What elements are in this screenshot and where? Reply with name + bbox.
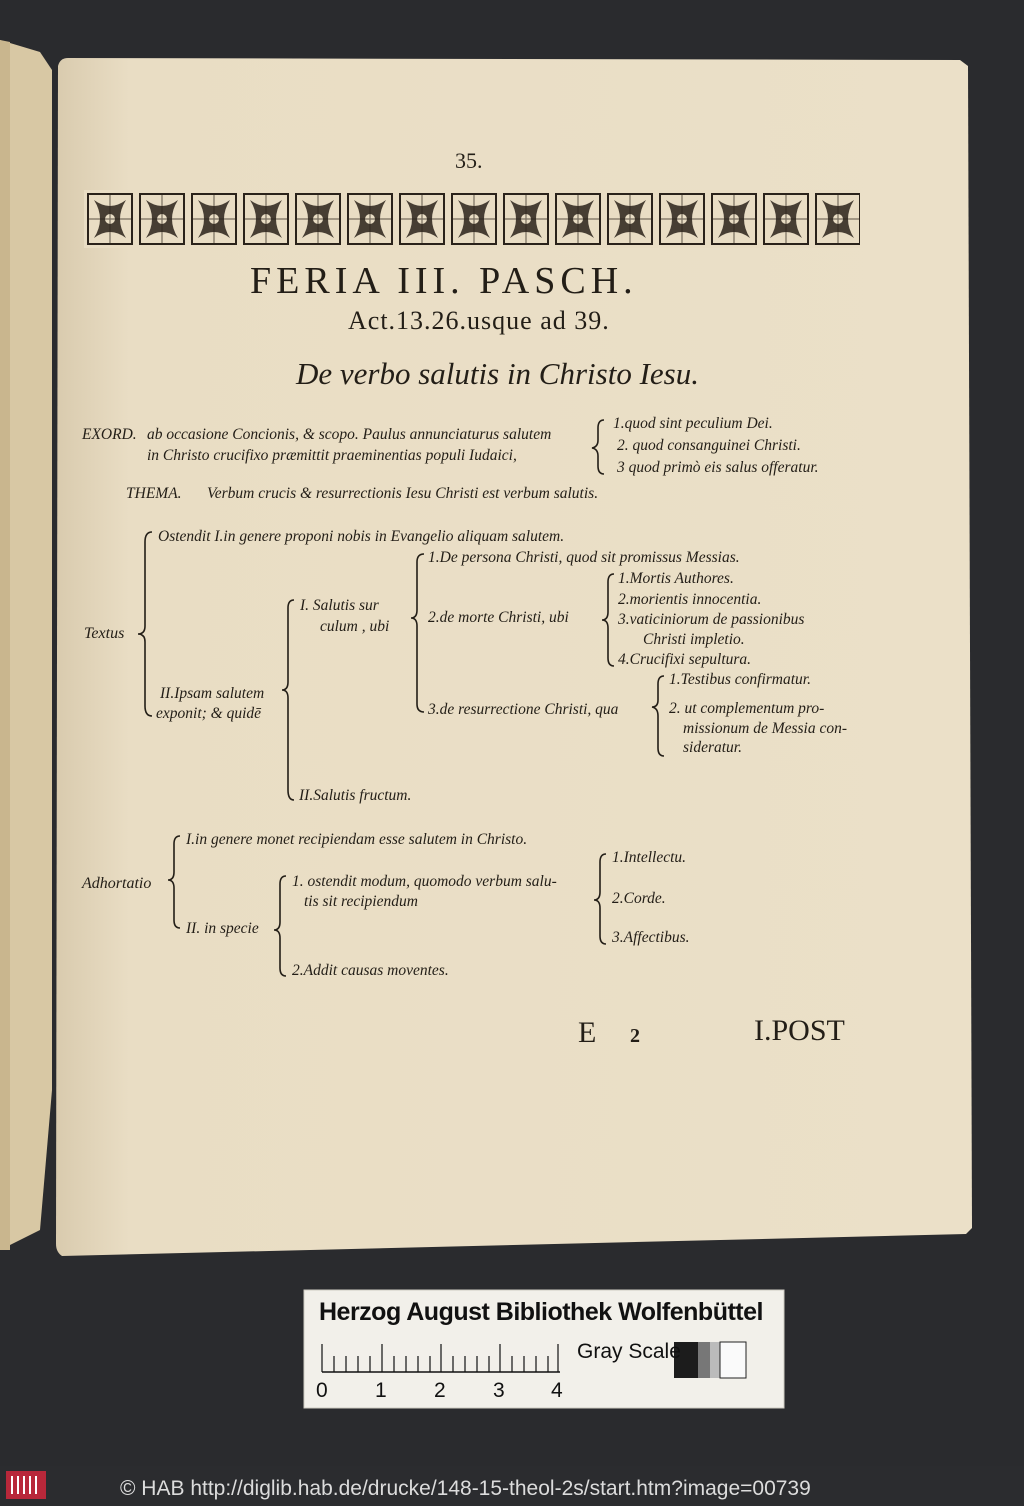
modum-sub-1: 1.Intellectu. (612, 849, 687, 866)
signature-letter: E (578, 1016, 597, 1049)
modum-sub-2: 2.Corde. (612, 890, 666, 907)
adhortatio-ii: II. in specie (186, 920, 259, 937)
resurrectione-item: 3.de resurrectione Christi, qua (428, 701, 619, 718)
morte-item: 2.de morte Christi, ubi (428, 609, 569, 626)
textus-ii-line-2: exponit; & quidē (156, 705, 262, 722)
thema-text: Verbum crucis & resurrectionis Iesu Christi est verbum salutis. (207, 485, 599, 502)
res-sub-2c: sideratur. (683, 739, 742, 756)
morte-sub-1: 1.Mortis Authores. (618, 570, 734, 587)
exord-line-1: ab occasione Concionis, & scopo. Paulus annunciaturus salutem (147, 426, 552, 443)
scale-digit-3: 3 (493, 1379, 505, 1402)
exord-label: EXORD. (82, 426, 137, 443)
page-number: 35. (455, 148, 483, 173)
exord-item-3: 3 quod primò eis salus offeratur. (617, 459, 819, 476)
modum-line-2: tis sit recipiendum (304, 893, 418, 910)
causas-item: 2.Addit causas moventes. (292, 962, 449, 979)
res-sub-2: 2. ut complementum pro- (669, 700, 825, 717)
signature-number: 2 (630, 1025, 640, 1047)
morte-sub-2: 2.morientis innocentia. (618, 591, 762, 608)
adhortatio-label: Adhortatio (82, 875, 152, 892)
page-title: FERIA III. PASCH. (250, 260, 638, 302)
institution-name: Herzog August Bibliothek Wolfenbüttel (319, 1298, 763, 1326)
exord-item-1: 1.quod sint peculium Dei. (613, 415, 773, 432)
scale-digit-2: 2 (434, 1379, 446, 1402)
textus-label: Textus (84, 625, 125, 642)
exord-item-2: 2. quod consanguinei Christi. (617, 437, 801, 454)
gray-scale-label: Gray Scale (577, 1340, 681, 1363)
exord-line-2: in Christo crucifixo præmittit praeminentias populi Iudaici, (147, 447, 517, 464)
res-sub-2b: missionum de Messia con- (683, 720, 848, 737)
textus-ii-line-1: II.Ipsam salutem (160, 685, 265, 702)
ornament-band (84, 190, 860, 248)
modum-sub-3: 3.Affectibus. (612, 929, 690, 946)
adhortatio-i: I.in genere monet recipiendam esse salutem in Christo. (186, 831, 528, 848)
scripture-reference: Act.13.26.usque ad 39. (348, 306, 610, 335)
res-sub-1: 1.Testibus confirmatur. (669, 671, 811, 688)
salutis-line-2: culum , ubi (320, 618, 390, 635)
salutis-line-1: I. Salutis sur (300, 597, 379, 614)
sermon-heading: De verbo salutis in Christo Iesu. (296, 356, 699, 391)
morte-sub-3: 3.vaticiniorum de passionibus (618, 611, 805, 628)
scale-digit-4: 4 (551, 1379, 563, 1402)
fructum-item: II.Salutis fructum. (299, 787, 412, 804)
scale-digit-0: 0 (316, 1379, 328, 1402)
persona-item: 1.De persona Christi, quod sit promissus Messias. (428, 549, 740, 566)
thema-label: THEMA. (126, 485, 182, 502)
scale-digit-1: 1 (375, 1379, 387, 1402)
morte-sub-3b: Christi impletio. (643, 631, 745, 648)
footer-copyright-link[interactable]: © HAB http://diglib.hab.de/drucke/148-15-theol-2s/start.htm?image=00739 (120, 1477, 811, 1500)
textus-i: Ostendit I.in genere proponi nobis in Evangelio aliquam salutem. (158, 528, 565, 545)
modum-line-1: 1. ostendit modum, quomodo verbum salu- (292, 873, 557, 890)
gray-scale-swatches (674, 1342, 746, 1378)
catchword: I.POST (754, 1014, 845, 1047)
morte-sub-4: 4.Crucifixi sepultura. (618, 651, 752, 668)
